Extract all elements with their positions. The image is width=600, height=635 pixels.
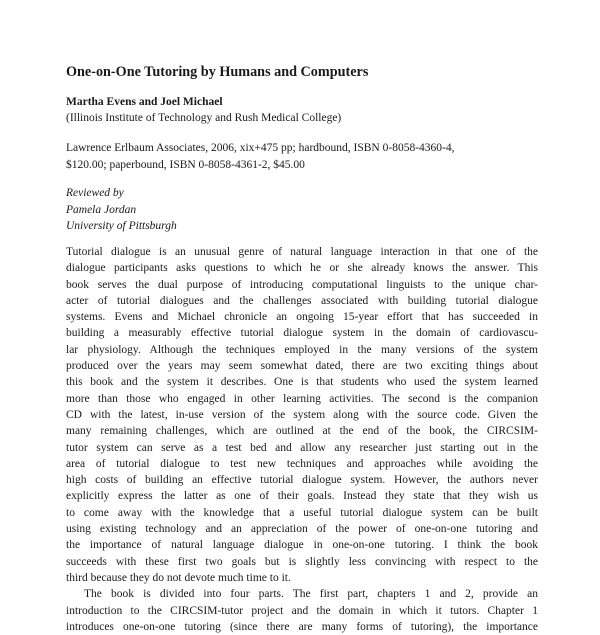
text-line: acter of tutorial dialogues and the challenges associated with building tutorial dialogue bbox=[66, 294, 538, 307]
text-line: produced over the years may seem somewhat dated, there are two exciting things about bbox=[66, 360, 538, 373]
text-line: Tutorial dialogue is an unusual genre of natural language interaction in that one of the bbox=[66, 246, 538, 258]
text-line: the importance of natural language dialogue in one-on-one tutoring. I think the book bbox=[66, 539, 538, 552]
text-line: The book is divided into four parts. The first part, chapters 1 and 2, provide an bbox=[84, 588, 538, 601]
text-line: this book and the system it describes. One is that students who used the system learned bbox=[66, 376, 538, 389]
text-line: using existing technology and an appreciation of the power of one-on-one tutoring and bbox=[66, 523, 538, 536]
reviewed-by-label: Reviewed by bbox=[66, 187, 124, 199]
publication-line: $120.00; paperbound, ISBN 0-8058-4361-2, $45.00 bbox=[66, 159, 305, 171]
author-affiliation: (Illinois Institute of Technology and Rush Medical College) bbox=[66, 112, 342, 124]
paragraph-1 bbox=[66, 244, 538, 586]
review-page bbox=[66, 0, 538, 633]
text-line: many remaining challenges, which are outlined at the end of the book, the CIRCSIM- bbox=[66, 425, 538, 438]
publication-line: Lawrence Erlbaum Associates, 2006, xix+475 pp; hardbound, ISBN 0-8058-4360-4, bbox=[66, 142, 455, 154]
reviewer-name: Pamela Jordan bbox=[66, 203, 137, 216]
text-line: CD with the latest, in-use version of the system along with the source code. Given the bbox=[66, 408, 538, 421]
text-line: lar physiology. Although the techniques employed in the many versions of the system bbox=[66, 343, 538, 356]
review-title: One-on-One Tutoring by Humans and Computers bbox=[66, 64, 369, 80]
paragraph-2 bbox=[66, 586, 538, 635]
text-line: explicitly express the latter as one of their goals. Instead they state that they wish us bbox=[66, 490, 538, 503]
text-line: book serves the dual purpose of introducing computational linguists to the unique char- bbox=[66, 278, 538, 291]
review-body bbox=[66, 244, 538, 635]
text-line: introduction to the CIRCSIM-tutor project and the domain in which it tutors. Chapter 1 bbox=[66, 604, 538, 617]
text-line: more than those who engaged in other learning activities. The second is the companion bbox=[66, 392, 538, 405]
text-line: succeeds with these first two goals but is slightly less convincing with respect to the bbox=[66, 555, 538, 568]
text-line: third because they do not devote much time to it. bbox=[66, 571, 291, 584]
book-authors: Martha Evens and Joel Michael bbox=[66, 96, 223, 108]
text-line: high costs of building an effective tutorial dialogue system. However, the authors never bbox=[66, 474, 538, 487]
reviewer-affiliation: University of Pittsburgh bbox=[66, 220, 177, 232]
reviewer-block bbox=[66, 185, 177, 235]
text-line: to come away with the knowledge that a useful tutorial dialogue system can be built bbox=[66, 506, 538, 519]
text-line: area of tutorial dialogue to test new techniques and approaches while avoiding the bbox=[66, 457, 538, 470]
text-line: building a measurably effective tutorial dialogue system in the domain of cardiovascu- bbox=[66, 327, 538, 340]
text-line: introduces one-on-one tutoring (since there are many forms of tutoring), the importance bbox=[66, 620, 538, 633]
text-line: systems. Evens and Michael chronicle an ongoing 15-year effort that has succeeded in bbox=[66, 311, 538, 324]
publication-info bbox=[66, 140, 454, 174]
text-line: dialogue participants asks questions to which he or she already knows the answer. This bbox=[66, 262, 538, 275]
text-line: tutor system can serve as a test bed and allow any researcher just starting out in the bbox=[66, 441, 538, 454]
